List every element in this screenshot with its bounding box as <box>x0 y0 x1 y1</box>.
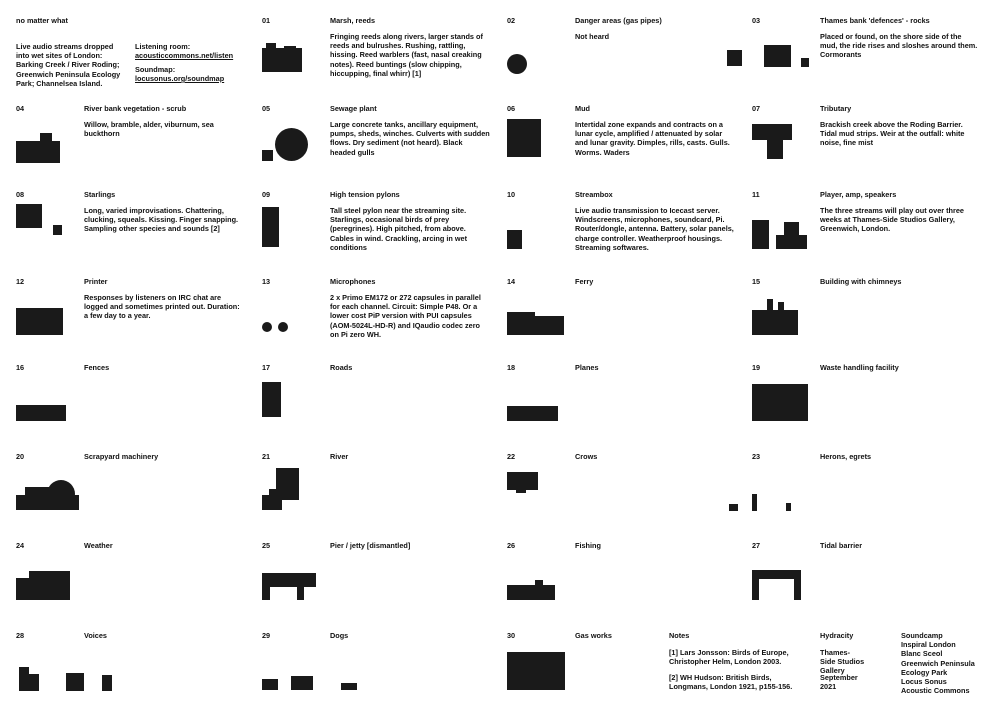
entry-number: 14 <box>507 277 516 286</box>
project-name: Hydracity <box>820 631 854 640</box>
entry-number: 24 <box>16 541 25 550</box>
entry-number: 23 <box>752 452 761 461</box>
entry-number: 12 <box>16 277 25 286</box>
entry-description: Live audio transmission to Icecast server. Windscreens, microphones, soundcard, Pi. Router/dongle, antenna. Battery, solar panels, charge controller. Weatherproof housings. Streaming softwares. <box>575 206 734 252</box>
entry-title: Pier / jetty [dismantled] <box>330 541 411 550</box>
chimney-silhouette <box>767 299 773 311</box>
soundmap-link[interactable]: locusonus.org/soundmap <box>135 74 225 83</box>
entry-description: Placed or found, on the shore side of the mud, the ride rises and sloshes around them. Cormorants <box>820 32 978 60</box>
entry-title: Scrapyard machinery <box>84 452 159 461</box>
partner: Inspiral London <box>901 640 956 650</box>
sewage-tank-silhouette <box>275 128 308 161</box>
entry-number: 29 <box>262 631 271 640</box>
partner: Greenwich Peninsula Ecology Park <box>901 658 975 677</box>
streambox-silhouette <box>507 230 522 249</box>
listening-label: Listening room: <box>135 42 191 51</box>
weather-silhouette <box>16 578 70 600</box>
waste-facility-silhouette <box>752 384 808 421</box>
entry-description: Intertidal zone expands and contracts on a lunar cycle, amplified / attenuated by solar and lunar gravity. Dimples, rills, casts. Gulls. Worms. Waders <box>575 120 730 157</box>
entry-title: Sewage plant <box>330 104 377 113</box>
entry-number: 18 <box>507 363 516 372</box>
entry-title: Streambox <box>575 190 613 199</box>
tributary-silhouette <box>752 124 792 140</box>
entry-title: Tidal barrier <box>820 541 863 550</box>
scrub-silhouette <box>16 141 60 163</box>
entry-title: Marsh, reeds <box>330 16 376 25</box>
tidal-barrier-pier-silhouette <box>752 578 759 600</box>
intro-description: Live audio streams dropped into wet sites of London: Barking Creek / River Roding; Greenwich Peninsula Ecology Park; Channelsea Island. <box>16 42 121 88</box>
entry-title: Tributary <box>820 104 852 113</box>
entry-number: 30 <box>507 631 516 640</box>
pier-leg-silhouette <box>262 586 270 600</box>
entry-title: Fishing <box>575 541 601 550</box>
entry-title: Waste handling facility <box>820 363 899 372</box>
entry-title: Dogs <box>330 631 349 640</box>
heron-silhouette <box>729 504 738 511</box>
entry-description: 2 x Primo EM172 or 272 capsules in parallel for each channel. Circuit: Simple P48. Or a lower cost PiP version with PUI capsules (AOM-5024L-HD-R) and IQaudio codec zero on Pi zero WH. <box>330 293 481 339</box>
entry-title: Herons, egrets <box>820 452 872 461</box>
entry-title: Thames bank 'defences' - rocks <box>820 16 930 25</box>
entry-number: 22 <box>507 452 516 461</box>
venue: Thames- Side Studios Gallery <box>820 648 865 676</box>
entry-number: 20 <box>16 452 25 461</box>
entry-number: 07 <box>752 104 761 113</box>
note-2: [2] WH Hudson: British Birds, Longmans, London 1921, p155-156. <box>669 673 793 692</box>
speaker-silhouette <box>752 220 769 249</box>
starling-silhouette <box>53 225 62 235</box>
entry-number: 19 <box>752 363 761 372</box>
entry-number: 04 <box>16 104 25 113</box>
pier-leg-silhouette <box>297 586 304 600</box>
entry-description: Brackish creek above the Roding Barrier. Tidal mud strips. Weir at the outfall: white noise, fine mist <box>820 120 965 148</box>
entry-title: Building with chimneys <box>820 277 902 286</box>
fishing-silhouette-part <box>535 580 543 586</box>
entry-title: Roads <box>330 363 353 372</box>
entry-title: Gas works <box>575 631 612 640</box>
entry-title: Crows <box>575 452 598 461</box>
road-silhouette <box>262 382 281 417</box>
entry-description: Responses by listeners on IRC chat are logged and sometimes printed out. Duration: a few day to a year. <box>84 293 240 321</box>
crow-silhouette <box>507 472 538 490</box>
entry-description: Large concrete tanks, ancillary equipment, pumps, sheds, winches. Culverts with sudden flows. Dry sediment (not heard). Black headed gulls <box>330 120 490 157</box>
entry-number: 08 <box>16 190 25 199</box>
rock-silhouette <box>764 45 791 67</box>
entry-number: 25 <box>262 541 271 550</box>
exhibition-date: September 2021 <box>820 673 858 692</box>
voice-figure-silhouette <box>19 674 39 691</box>
dog-silhouette <box>341 683 357 690</box>
entry-title: River bank vegetation - scrub <box>84 104 187 113</box>
entry-number: 26 <box>507 541 516 550</box>
entry-number: 13 <box>262 277 271 286</box>
entry-title: Fences <box>84 363 110 372</box>
entry-description: Long, varied improvisations. Chattering, clucking, squeals. Kissing. Finger snapping. Sampling other species and sounds [2] <box>84 206 239 234</box>
entry-number: 28 <box>16 631 25 640</box>
tidal-barrier-pier-silhouette <box>794 578 801 600</box>
chimney-silhouette <box>778 302 784 311</box>
entry-number: 27 <box>752 541 761 550</box>
dog-silhouette <box>262 679 278 690</box>
soundmap-label: Soundmap: <box>135 65 176 74</box>
entry-title: High tension pylons <box>330 190 400 199</box>
scrub-silhouette-part <box>40 133 52 142</box>
partner: Soundcamp <box>901 631 943 640</box>
river-silhouette-part <box>262 495 282 510</box>
microphone-silhouette <box>262 322 272 332</box>
voice-figure-silhouette-part <box>19 667 29 675</box>
entry-description: Fringing reeds along rivers, larger stands of reeds and bulrushes. Rushing, rattling, hissing. Reed warblers (fast, nasal creaking notes). Reed buntings (slow chipping, hiccupping, final whirr) [1] <box>330 32 483 78</box>
river-silhouette-part <box>269 489 277 496</box>
fishing-silhouette <box>507 585 555 600</box>
listening-link[interactable]: acousticcommons.net/listen <box>135 51 234 60</box>
marsh-reeds-silhouette-part <box>266 43 276 49</box>
entry-title: Starlings <box>84 190 116 199</box>
entry-title: Weather <box>84 541 113 550</box>
entry-description: Willow, bramble, alder, viburnum, sea buckthorn <box>84 120 214 139</box>
egret-silhouette <box>786 503 791 511</box>
rock-silhouette <box>727 50 742 66</box>
marsh-reeds-silhouette-part <box>284 46 296 50</box>
tributary-silhouette-part <box>767 139 783 159</box>
entry-number: 16 <box>16 363 25 372</box>
crow-silhouette-part <box>516 489 526 493</box>
entry-number: 21 <box>262 452 271 461</box>
entry-number: 15 <box>752 277 761 286</box>
pier-silhouette <box>262 573 316 587</box>
plane-silhouette <box>507 406 558 421</box>
marsh-reeds-silhouette <box>262 48 302 72</box>
page-title: no matter what <box>16 16 68 25</box>
entry-title: Ferry <box>575 277 594 286</box>
entry-number: 02 <box>507 16 516 25</box>
partner: Blanc Sceol <box>901 649 943 659</box>
entry-title: Microphones <box>330 277 376 286</box>
entry-number: 05 <box>262 104 271 113</box>
heron-silhouette <box>752 494 757 511</box>
microphone-silhouette <box>278 322 288 332</box>
scrapyard-silhouette-part <box>25 487 51 497</box>
amp-silhouette <box>776 235 807 249</box>
chimney-building-silhouette <box>752 310 798 335</box>
entry-title: Danger areas (gas pipes) <box>575 16 662 25</box>
entry-title: Player, amp, speakers <box>820 190 897 199</box>
gas-works-silhouette <box>507 652 565 690</box>
entry-number: 11 <box>752 190 760 199</box>
entry-title: Printer <box>84 277 108 286</box>
scrapyard-drum-silhouette <box>47 480 75 508</box>
entry-description: Not heard <box>575 32 610 41</box>
weather-silhouette-part <box>29 571 70 579</box>
printer-silhouette <box>16 308 63 335</box>
rock-silhouette <box>801 58 809 67</box>
entry-number: 01 <box>262 16 271 25</box>
sewage-shed-silhouette <box>262 150 273 161</box>
partner: Acoustic Commons <box>901 686 970 696</box>
entry-number: 10 <box>507 190 516 199</box>
entry-number: 17 <box>262 363 271 372</box>
voice-figure-silhouette <box>66 673 84 691</box>
starling-flock-silhouette <box>16 204 42 228</box>
fence-silhouette <box>16 405 66 421</box>
danger-areas-silhouette <box>507 54 527 74</box>
ferry-silhouette <box>507 316 564 335</box>
entry-title: Planes <box>575 363 599 372</box>
entry-number: 09 <box>262 190 271 199</box>
entry-title: Mud <box>575 104 590 113</box>
notes-title: Notes <box>669 631 690 640</box>
voice-figure-silhouette <box>102 675 112 691</box>
pylon-silhouette <box>262 207 279 247</box>
ferry-silhouette-part <box>507 312 535 317</box>
entry-number: 03 <box>752 16 761 25</box>
entry-title: Voices <box>84 631 107 640</box>
entry-number: 06 <box>507 104 516 113</box>
entry-description: Tall steel pylon near the streaming site. Starlings, occasional birds of prey (peregrines). High pitched, from above. Cables in wind. Crackling, arcing in wet conditions <box>330 206 468 252</box>
partner-list <box>901 631 991 695</box>
dog-silhouette <box>291 676 313 690</box>
entry-title: River <box>330 452 349 461</box>
partner: Locus Sonus <box>901 677 947 687</box>
entry-description: The three streams will play out over three weeks at Thames-Side Studios Gallery, Greenwich, London. <box>820 206 964 234</box>
mud-silhouette <box>507 119 541 157</box>
speaker-silhouette <box>784 222 799 236</box>
note-1: [1] Lars Jonsson: Birds of Europe, Christopher Helm, London 2003. <box>669 648 789 667</box>
